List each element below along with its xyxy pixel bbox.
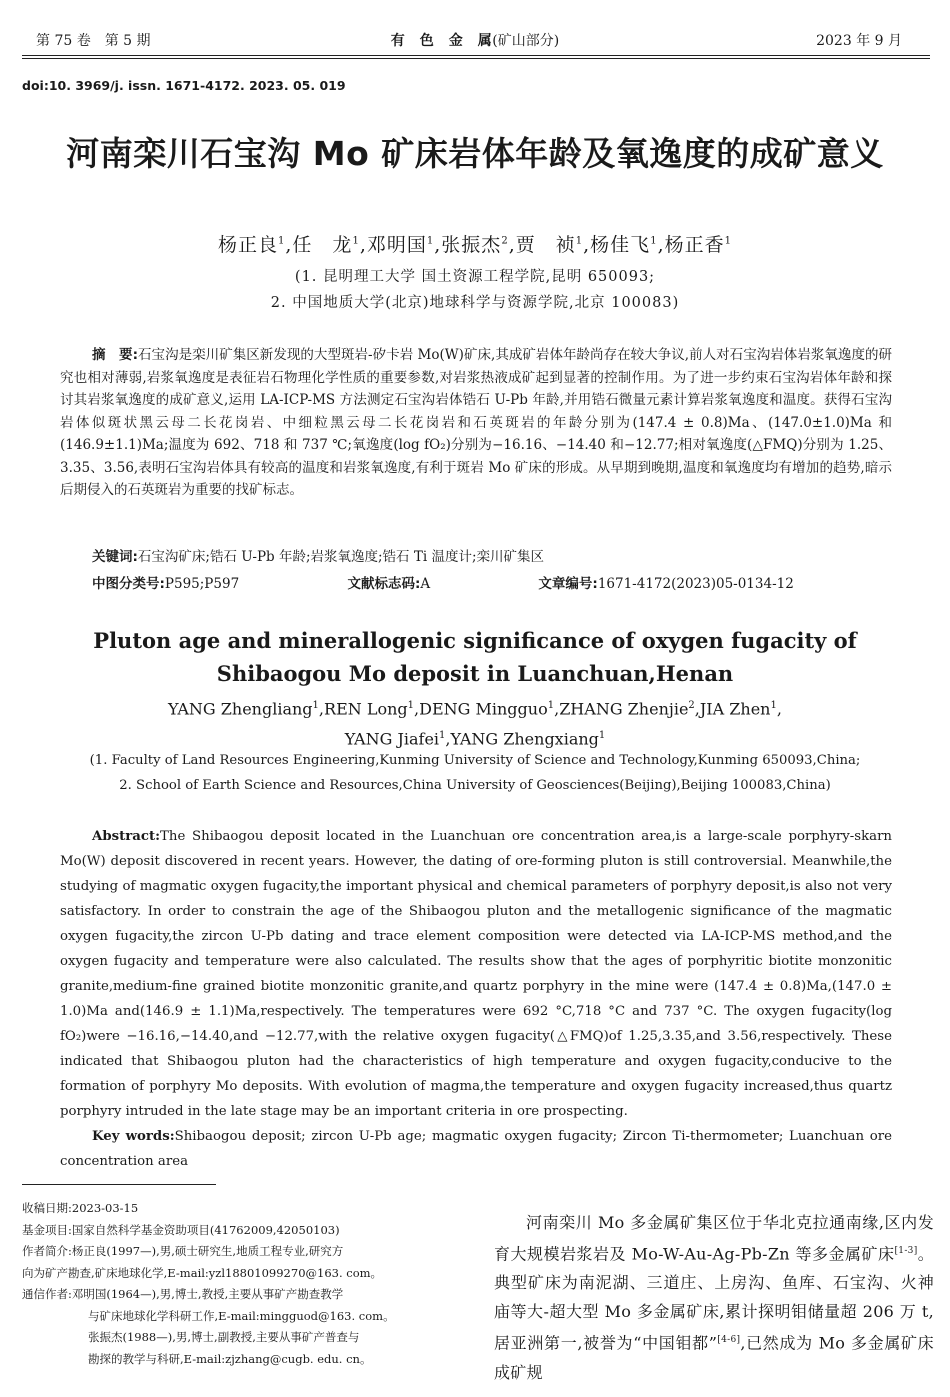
author-cn: 邓明国: [366, 234, 427, 256]
body-paragraph-intro: [494, 1208, 934, 1387]
authors-en: [40, 692, 910, 753]
citation-link[interactable]: [4-6]: [717, 1335, 741, 1346]
abstract-en-text: The Shibaogou deposit located in the Luanchuan ore concentration area,is a large-scale porphyry-skarn Mo(W) deposit discovered in recent years. However, the dating of ore-forming pluton is still controversial. Meanwhile,the studying of magmatic oxygen fugacity,the important physical and chemical parameters of porphyry deposit,is also not very satisfactory. In order to constrain the age of the Shibaogou pluton and the metallogenic significance of the magmatic oxygen fugacity,the zircon U-Pb dating and trace element composition were detected via LA-ICP-MS method,and the oxygen fugacity and temperature were also calculated. The results show that the ages of porphyritic biotite monzonitic granite,medium-fine grained biotite monzonitic granite,and quartz porphyry in the mine were (147.4 ± 0.8)Ma,(147.0 ± 1.0)Ma and(146.9 ± 1.1)Ma,respectively. The temperatures were 692 °C,718 °C and 737 °C. The oxygen fugacity(log fO₂)were −16.16,−14.40,and −12.77,with the relative oxygen fugacity(△FMQ)of 1.25,3.35,and 3.56,respectively. These indicated that Shibaogou pluton had the characteristics of high temperature and oxygen fugacity,conducive to the formation of porphyry Mo deposits. With evolution of magma,the temperature and oxygen fugacity increased,thus quartz porphyry intruded in the late stage may be an important criteria in ore prospecting.: [60, 829, 892, 1119]
author-aff-mark: 1: [352, 235, 360, 247]
author-aff-mark: 1: [575, 235, 584, 247]
author-en: YANG Jiafei: [344, 729, 440, 749]
author-aff-mark: 1: [724, 235, 732, 247]
running-header-journal: [0, 30, 950, 50]
affiliations-en: [20, 748, 930, 798]
citation-link[interactable]: [1-3]: [894, 1246, 918, 1256]
author-cn: 张振杰: [441, 234, 502, 256]
keywords-cn: [92, 545, 544, 565]
body-text: 。典型矿床为南泥湖、三道庄、上房沟、鱼库、石宝沟、火神庙等大-超大型 Mo 多金属矿床,累计探明钼储量超 206 万 t,居亚洲第一,被誉为“中国钼都”: [494, 1244, 934, 1353]
body-text: ,已然成为 Mo 多金属矿床成矿规: [494, 1333, 934, 1382]
affiliation-en-1: (1. Faculty of Land Resources Engineering,Kunming University of Science and Technology,Kunming 650093,China;: [89, 753, 861, 768]
author-cn: 杨正良: [217, 234, 278, 256]
keywords-en: [60, 1124, 892, 1174]
running-header-date: 2023 年 9 月: [816, 33, 902, 49]
clc-label: 中图分类号:: [92, 576, 165, 592]
journal-name: 有 色 金 属: [390, 33, 493, 49]
footnote-author-bio: 作者简介:杨正良(1997—),男,硕士研究生,地质工程专业,研究方: [22, 1244, 344, 1258]
author-cn: 任 龙: [292, 234, 353, 256]
author-aff-mark: 1: [650, 235, 658, 247]
author-cn: 贾 祯: [515, 234, 576, 256]
author-aff-mark: 1: [598, 730, 606, 742]
author-aff-mark: 2: [501, 235, 509, 247]
title-cn: 河南栾川石宝沟 Mo 矿床岩体年龄及氧逸度的成矿意义: [66, 134, 884, 173]
footnote-corresponding-cont: 与矿床地球化学科研工作,E-mail:mingguod@163. com。: [88, 1308, 395, 1323]
author-aff-mark: 1: [426, 235, 435, 247]
author-en: YANG Zhengxiang: [450, 729, 599, 749]
footnote-rule: [22, 1184, 216, 1185]
classification-line: [92, 572, 898, 592]
abstract-cn: [60, 344, 892, 502]
author-cn: 杨正香: [664, 234, 725, 256]
author-en: REN Long: [324, 699, 408, 719]
footnote-author-bio-cont: 向为矿产勘查,矿床地球化学,E-mail:yzl18801099270@163. com。: [22, 1265, 383, 1280]
keywords-en-text: Shibaogou deposit; zircon U-Pb age; magmatic oxygen fugacity; Zircon Ti-thermometer; Luanchuan ore concentration area: [60, 1129, 892, 1169]
doc-code-label: 文献标志码:: [347, 576, 421, 592]
authors-en-line-1: YANG Zhengliang$^1$,REN Long$^1$,DENG Mingguo$^1$,ZHANG Zhenjie$^2$,JIA Zhen$^1$,: [168, 699, 782, 719]
doc-code-group: [347, 576, 482, 592]
author-aff-mark: 2: [688, 700, 695, 711]
authors-en-line-2: YANG Jiafei$^1$,YANG Zhengxiang$^1$: [344, 729, 606, 749]
author-aff-mark: 1: [547, 700, 555, 711]
footnotes: [22, 1198, 462, 1370]
article-no-value: 1671-4172(2023)05-0134-12: [597, 576, 794, 592]
keywords-cn-text: 石宝沟矿床;锆石 U-Pb 年龄;岩浆氧逸度;锆石 Ti 温度计;栾川矿集区: [137, 549, 545, 565]
clc-group: [92, 576, 291, 592]
journal-subtitle: (矿山部分): [492, 33, 560, 49]
footnote-corresponding-2-cont: 勘探的教学与科研,E-mail:zjzhang@cugb. edu. cn。: [88, 1351, 372, 1366]
footnote-corresponding-2: 张振杰(1988—),男,博士,副教授,主要从事矿产普查与: [88, 1330, 360, 1344]
authors-cn: 杨正良$^1$,任 龙$^1$,邓明国$^1$,张振杰$^2$,贾 祯$^1$,杨佳飞$^1$,杨正香$^1$: [217, 234, 732, 256]
abstract-en: [60, 824, 892, 1124]
author-aff-mark: 1: [278, 235, 286, 247]
keywords-cn-label: 关键词:: [92, 549, 138, 565]
abstract-cn-text: 石宝沟是栾川矿集区新发现的大型斑岩-矽卡岩 Mo(W)矿床,其成矿岩体年龄尚存在较大争议,前人对石宝沟岩体岩浆氧逸度的研究也相对薄弱,岩浆氧逸度是表征岩石物理化学性质的重要参数,对岩浆热液成矿起到显著的控制作用。为了进一步约束石宝沟岩体年龄和探讨其岩浆氧逸度的成矿意义,运用 LA-ICP-MS 方法测定石宝沟岩体锆石 U-Pb 年龄,并用锆石微量元素计算岩浆氧逸度和温度。获得石宝沟岩体似斑状黑云母二长花岗岩、中细粒黑云母二长花岗岩和石英斑岩的年龄分别为(147.4 ± 0.8)Ma、(147.0±1.0)Ma 和(146.9±1.1)Ma;温度为 692、718 和 737 ℃;氧逸度(log fO₂)分别为−16.16、−14.40 和−12.77;相对氧逸度(△FMQ)分别为 1.25、3.35、3.56,表明石宝沟岩体具有较高的温度和岩浆氧逸度,有利于斑岩 Mo 矿床的形成。从早期到晚期,温度和氧逸度均有增加的趋势,暗示后期侵入的石英斑岩为重要的找矿标志。: [60, 347, 892, 498]
affiliation-cn-1: (1. 昆明理工大学 国土资源工程学院,昆明 650093;: [294, 269, 656, 285]
author-aff-mark: 1: [770, 700, 777, 711]
footnote-corresponding: 通信作者:邓明国(1964—),男,博士,教授,主要从事矿产勘查教学: [22, 1287, 344, 1301]
author-en: JIA Zhen: [699, 699, 771, 719]
title-en: Pluton age and minerallogenic significance of oxygen fugacity of Shibaogou Mo deposit in Luanchuan,Henan: [93, 628, 857, 686]
author-aff-mark: 1: [407, 700, 415, 711]
abstract-en-label: Abstract:: [92, 829, 161, 844]
doi: doi:10. 3969/j. issn. 1671-4172. 2023. 05. 019: [22, 78, 346, 93]
author-aff-mark: 1: [439, 730, 446, 742]
running-header-volume: 第 75 卷 第 5 期: [36, 33, 151, 49]
footnote-received: 收稿日期:2023-03-15: [22, 1201, 139, 1215]
body-text: 河南栾川 Mo 多金属矿集区位于华北克拉通南缘,区内发育大规模岩浆岩及 Mo-W-Au-Ag-Pb-Zn 等多金属矿床: [494, 1213, 934, 1264]
author-en: DENG Mingguo: [419, 699, 548, 719]
article-no-group: [538, 576, 845, 592]
author-aff-mark: 1: [312, 700, 319, 711]
article-no-label: 文章编号:: [538, 576, 598, 592]
keywords-en-label: Key words:: [92, 1129, 175, 1144]
footnote-fund: 基金项目:国家自然科学基金资助项目(41762009,42050103): [22, 1222, 340, 1237]
abstract-cn-label: 摘 要:: [92, 347, 138, 363]
doc-code-value: A: [420, 576, 431, 592]
author-cn: 杨佳飞: [590, 234, 651, 256]
affiliation-cn-2: 2. 中国地质大学(北京)地球科学与资源学院,北京 100083): [270, 295, 680, 311]
author-en: ZHANG Zhenjie: [559, 699, 689, 719]
header-rule-thin: [22, 58, 930, 59]
clc-value: P595;P597: [164, 576, 240, 592]
affiliation-en-2: 2. School of Earth Science and Resources,China University of Geosciences(Beijing),Beijing 100083,China): [119, 778, 831, 793]
header-rule-thick: [22, 55, 930, 56]
author-en: YANG Zhengliang: [168, 699, 313, 719]
